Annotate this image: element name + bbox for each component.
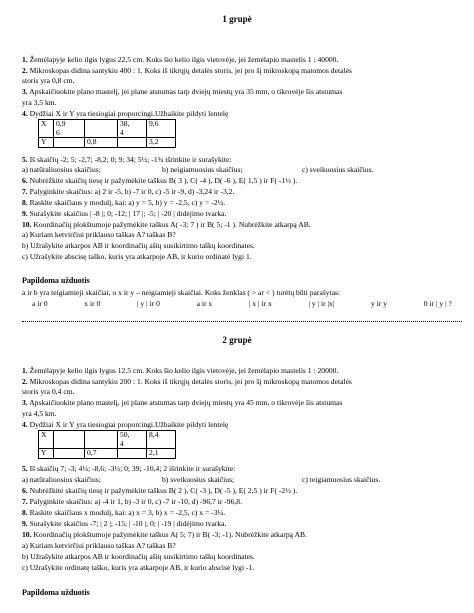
option-c: c) teigiamuosius skaičius. bbox=[302, 475, 381, 484]
g1-extra-items bbox=[32, 299, 452, 308]
g1-task-4: 4. Dydžiai X ir Y yra tiesiogiai proporcingi.Užbaikite pildyti lentelę bbox=[22, 109, 229, 118]
table-cell bbox=[54, 138, 85, 148]
table-cell bbox=[54, 449, 85, 459]
g2-extra-title: Papildoma užduotis bbox=[22, 588, 90, 597]
table-cell: X bbox=[39, 120, 54, 138]
table-row bbox=[39, 449, 176, 459]
g1-proportion-table bbox=[38, 119, 176, 148]
list-item: a ir 0 bbox=[32, 299, 48, 308]
table-cell bbox=[118, 449, 147, 459]
g2-proportion-table bbox=[38, 430, 176, 459]
table-cell: 9,6 bbox=[147, 120, 176, 138]
table-row bbox=[39, 120, 176, 138]
g1-task-2-cont: storis yra 0,8 cm. bbox=[22, 76, 75, 85]
table-cell bbox=[118, 138, 147, 148]
group-1-title: 1 grupė bbox=[222, 14, 252, 24]
g2-task-1: 1. Žemėlapyje kelio ilgis lygus 12,5 cm. Koks šio kelio ilgis vietovėje, jei žemėlapio mastelis 1 : 20000. bbox=[22, 366, 339, 375]
g2-task-10c: c) Užrašykite ordinatę taško, kuris yra atkarpoje AB, ir kurio abscisė lygi -1. bbox=[22, 563, 255, 572]
list-item: 0 ir | y | ? bbox=[423, 299, 452, 308]
option-c: c) sveikuosius skaičius. bbox=[302, 165, 374, 174]
g1-task-10: 10. Koordinačių plokštumoje pažymėkite taškus A( -3; 7 ) ir B( 5; -1 ). Nubrėžkite atkarpą AB. bbox=[22, 220, 311, 229]
g2-task-2: 2. Mikroskopas didina santykiu 200 : 1. Koks iš tikrųjų detalės storis, jei pro šį mikroskopą matomos detalės bbox=[22, 377, 352, 386]
dotted-separator bbox=[22, 321, 462, 322]
option-b: b) sveikuosius skaičius; bbox=[162, 475, 235, 484]
g2-task-5: 5. Iš skaičių 7; -3; 4¼; -8,6; -3½; 0; 39; -10,4; 2 išrinkite ir surašykite: bbox=[22, 464, 236, 473]
option-a: a) natūraliuosius skaičius; bbox=[22, 165, 101, 174]
list-item: | y | ir 0 bbox=[137, 299, 160, 308]
list-item: | y | ir |x| bbox=[308, 299, 335, 308]
g2-task-10: 10. Koordinačių plokštumoje pažymėkite taškus A( 5; 7) ir B( -3; -1). Nubrėžkite atkarpą AB. bbox=[22, 530, 307, 539]
g1-extra-text: a ir b yra teigiamieji skaičiai, o x ir y – neigiamieji skaičiai. Koks ženklas ( > ar < ) turėtų būti parašytas: bbox=[22, 288, 341, 297]
g1-task-9: 9. Surašykite skaičius | -8 |; 0; -12; | 17 |; -5; | -20 | didėjimo tvarka. bbox=[22, 209, 227, 218]
group-2-title: 2 grupė bbox=[222, 335, 252, 345]
g1-task-6: 6. Nubrėžkite skaičių tiesę ir pažymėkite taškus B( 3 ), C( -4 ), D( -6 ), E( 1,5 ) ir F( -1½ ). bbox=[22, 176, 298, 185]
list-item: | x | ir x bbox=[248, 299, 272, 308]
table-cell: 0,9 6 bbox=[54, 120, 85, 138]
g2-task-3-cont: yra 4,5 km. bbox=[22, 409, 57, 418]
table-cell: 2,1 bbox=[147, 449, 176, 459]
g1-task-3: 3. Apskaičiuokite plano mastelį, jei plane atstumas tarp dviejų miestų yra 35 mm, o tikrovėje šis atstumas bbox=[22, 87, 343, 96]
table-cell: Y bbox=[39, 449, 54, 459]
g2-task-10a: a) Kuriam ketvirčiui priklauso taškas A? taškas B? bbox=[22, 541, 176, 550]
table-cell: X bbox=[39, 431, 54, 449]
option-b: b) neigiamuosius skaičius; bbox=[162, 165, 243, 174]
g2-task-6: 6. Nubrėžkite skaičių tiesę ir pažymėkite taškus B( 2 ), C( -3 ), D( -5 ), E( 2,5 ) ir F( -2½ ). bbox=[22, 486, 298, 495]
option-a: a) natūraliuosius skaičius; bbox=[22, 475, 101, 484]
list-item: a ir x bbox=[196, 299, 213, 308]
table-cell: 8,4 bbox=[147, 431, 176, 449]
table-cell: 50, 4 bbox=[118, 431, 147, 449]
g1-extra-title: Papildoma užduotis bbox=[22, 276, 90, 285]
g1-task-2: 2. Mikroskopas didina santykiu 400 : 1. Koks iš tikrųjų detalės storis, jei pro šį mikroskopą matomos detalės bbox=[22, 66, 352, 75]
g1-task-8: 8. Raskite skaičiaus y modulį, kai: a) y = 5, b) y = -2,5, c) y = -2¼. bbox=[22, 198, 226, 207]
list-item: y ir y bbox=[371, 299, 388, 308]
g1-task-10b: b) Užrašykite atkarpos AB ir koordinačių ašių susikirtimo taškų koordinates. bbox=[22, 241, 255, 250]
g2-task-4: 4. Dydžiai X ir Y yra tiesiogiai proporcingi.Užbaikite pildyti lentelę bbox=[22, 420, 229, 429]
table-cell: 0,8 bbox=[85, 138, 118, 148]
g2-task-2-cont: storis yra 0,4 cm. bbox=[22, 387, 75, 396]
table-row bbox=[39, 138, 176, 148]
table-cell bbox=[85, 431, 118, 449]
table-row bbox=[39, 431, 176, 449]
table-cell: 38, 4 bbox=[118, 120, 147, 138]
g2-task-7: 7. Palyginkite skaičius: a) -4 ir 1, b) -3 ir 0, c) -7 ir -10, d) -96,7 ir -96,8. bbox=[22, 497, 242, 506]
list-item: x ir 0 bbox=[84, 299, 101, 308]
g1-task-7: 7. Palyginkite skaičius: a) 2 ir -5, b) -7 ir 0, c) -5 ir -9, d) -3,24 ir -3,2. bbox=[22, 187, 235, 196]
table-cell bbox=[85, 120, 118, 138]
table-cell: 3,2 bbox=[147, 138, 176, 148]
table-cell bbox=[54, 431, 85, 449]
g2-task-5-options bbox=[22, 475, 462, 484]
g1-task-3-cont: yra 3,5 km. bbox=[22, 98, 57, 107]
g2-task-9: 9. Surašykite skaičius -7; | 2 |; -15; | -10 |; 0; | -19 | didėjimo tvarka. bbox=[22, 519, 227, 528]
g1-task-5-options bbox=[22, 165, 462, 174]
g1-task-10a: a) Kuriam ketvirčiui priklauso taškas A? taškas B? bbox=[22, 230, 176, 239]
g1-task-10c: c) Užrašykite abscisę taško, kuris yra atkarpoje AB, ir kurio ordinatė lygi 1. bbox=[22, 252, 252, 261]
g2-task-8: 8. Raskite skaičiaus x modulį, kai: a) x = 3, b) x = -2,5, c) x = -3¼. bbox=[22, 508, 226, 517]
g2-task-3: 3. Apskaičiuokite plano mastelį, jei plane atstumas tarp dviejų miestų yra 45 mm, o tikrovėje šis atstumas bbox=[22, 398, 343, 407]
g1-task-1: 1. Žemėlapyje kelio ilgis lygus 22,5 cm. Koks šio kelio ilgis vietovėje, jei žemėlapio mastelis 1 : 40000. bbox=[22, 55, 339, 64]
table-cell: Y bbox=[39, 138, 54, 148]
table-cell: 0,7 bbox=[85, 449, 118, 459]
g1-task-5: 5. Iš skaičių -2; 5; -2,7; -8,2; 0; 9; 34; 5½; -1¾ išrinkite ir surašykite: bbox=[22, 155, 232, 164]
g2-task-10b: b) Užrašykite atkarpos AB ir koordinačių ašių susikirtimo taškų koordinates. bbox=[22, 552, 255, 561]
